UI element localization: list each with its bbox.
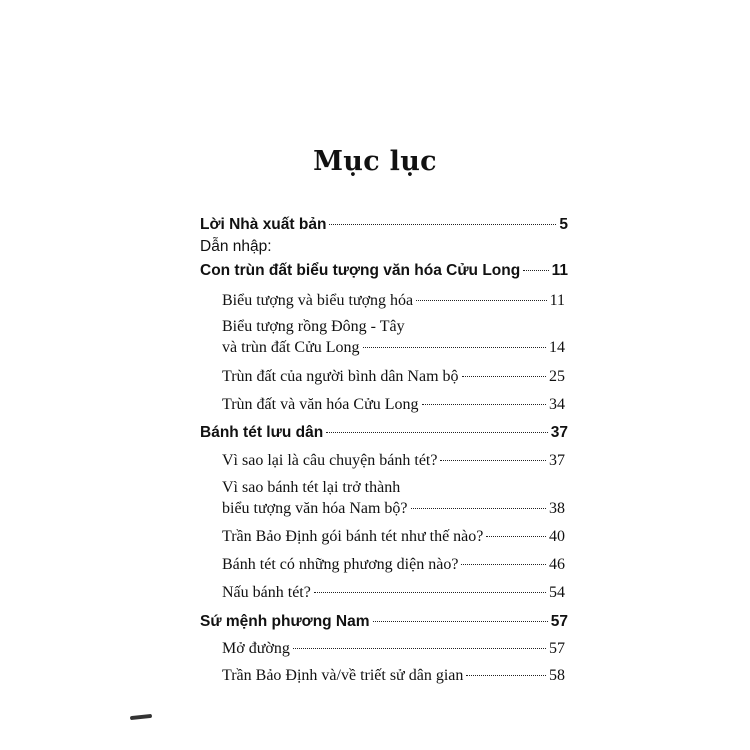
toc-entry-label: Sứ mệnh phương Nam — [200, 613, 370, 630]
toc-entry-trun-dat-van-hoa[interactable] — [222, 396, 565, 414]
dot-leader — [326, 432, 548, 433]
dot-leader — [373, 621, 548, 622]
toc-entry-label: biểu tượng văn hóa Nam bộ? — [222, 500, 408, 517]
dot-leader — [440, 460, 546, 461]
dot-leader — [416, 300, 546, 301]
toc-entry-con-trun-dat[interactable] — [200, 262, 568, 280]
dot-leader — [422, 404, 546, 405]
toc-page-number: 38 — [549, 500, 565, 517]
toc-page-number: 14 — [549, 339, 565, 356]
dot-leader — [486, 536, 546, 537]
toc-page-number: 37 — [550, 424, 568, 441]
toc-page-number: 25 — [549, 368, 565, 385]
dot-leader — [314, 592, 546, 593]
toc-entry-trun-dat-binh-dan[interactable] — [222, 368, 565, 386]
toc-entry-banh-tet-luu-dan[interactable] — [200, 424, 568, 442]
toc-page-number: 37 — [549, 452, 565, 469]
toc-entry-label: Bánh tét có những phương diện nào? — [222, 556, 459, 573]
toc-page-number: 40 — [549, 528, 565, 545]
toc-page-number: 57 — [549, 640, 565, 657]
toc-page-number: 11 — [551, 262, 568, 279]
page-title: Mục lục — [313, 146, 437, 177]
toc-entry-triet-su[interactable] — [222, 667, 565, 685]
toc-entry-label: Con trùn đất biểu tượng văn hóa Cửu Long — [200, 262, 521, 279]
toc-entry-label: Bánh tét lưu dân — [200, 424, 324, 441]
dot-leader — [462, 376, 546, 377]
toc-entry-vi-sao-cau-chuyen[interactable] — [222, 452, 565, 470]
toc-entry-line1: Vì sao bánh tét lại trở thành — [222, 479, 401, 496]
dot-leader — [461, 564, 546, 565]
toc-entry-bieu-tuong-hoa[interactable] — [222, 292, 565, 310]
toc-page-number: 46 — [549, 556, 565, 573]
toc-entry-bieu-tuong-rong[interactable] — [222, 339, 565, 357]
dot-leader — [411, 508, 546, 509]
toc-entry-label: và trùn đất Cửu Long — [222, 339, 360, 356]
toc-entry-loi-nha-xuat-ban[interactable] — [200, 216, 568, 234]
toc-entry-vi-sao-tro-thanh[interactable] — [222, 500, 565, 518]
dot-leader — [523, 270, 548, 271]
toc-page-number: 57 — [550, 613, 568, 630]
toc-entry-line1: Biểu tượng rồng Đông - Tây — [222, 318, 405, 335]
toc-entry-label: Trùn đất của người bình dân Nam bộ — [222, 368, 459, 385]
toc-entry-su-menh[interactable] — [200, 613, 568, 631]
dot-leader — [293, 648, 546, 649]
dot-leader — [466, 675, 546, 676]
toc-entry-tran-bao-dinh-goi[interactable] — [222, 528, 565, 546]
toc-prefix-dan-nhap: Dẫn nhập: — [200, 238, 272, 255]
toc-entry-label: Biểu tượng và biểu tượng hóa — [222, 292, 414, 309]
toc-entry-label: Nấu bánh tét? — [222, 584, 311, 601]
toc-page-number: 11 — [549, 292, 565, 309]
toc-entry-nau-banh-tet[interactable] — [222, 584, 565, 602]
toc-entry-label: Mở đường — [222, 640, 290, 657]
toc-page-number: 58 — [549, 667, 565, 684]
toc-entry-label: Trùn đất và văn hóa Cửu Long — [222, 396, 419, 413]
dot-leader — [329, 224, 556, 225]
toc-entry-label: Trần Bảo Định và/về triết sử dân gian — [222, 667, 464, 684]
toc-entry-mo-duong[interactable] — [222, 640, 565, 658]
toc-entry-label: Vì sao lại là câu chuyện bánh tét? — [222, 452, 438, 469]
dot-leader — [363, 347, 546, 348]
toc-page-number: 34 — [549, 396, 565, 413]
scan-artifact — [130, 714, 152, 720]
toc-page-number: 54 — [549, 584, 565, 601]
toc-entry-label: Lời Nhà xuất bản — [200, 216, 327, 233]
toc-page-number: 5 — [559, 216, 568, 233]
toc-entry-label: Trần Bảo Định gói bánh tét như thế nào? — [222, 528, 484, 545]
toc-entry-phuong-dien[interactable] — [222, 556, 565, 574]
